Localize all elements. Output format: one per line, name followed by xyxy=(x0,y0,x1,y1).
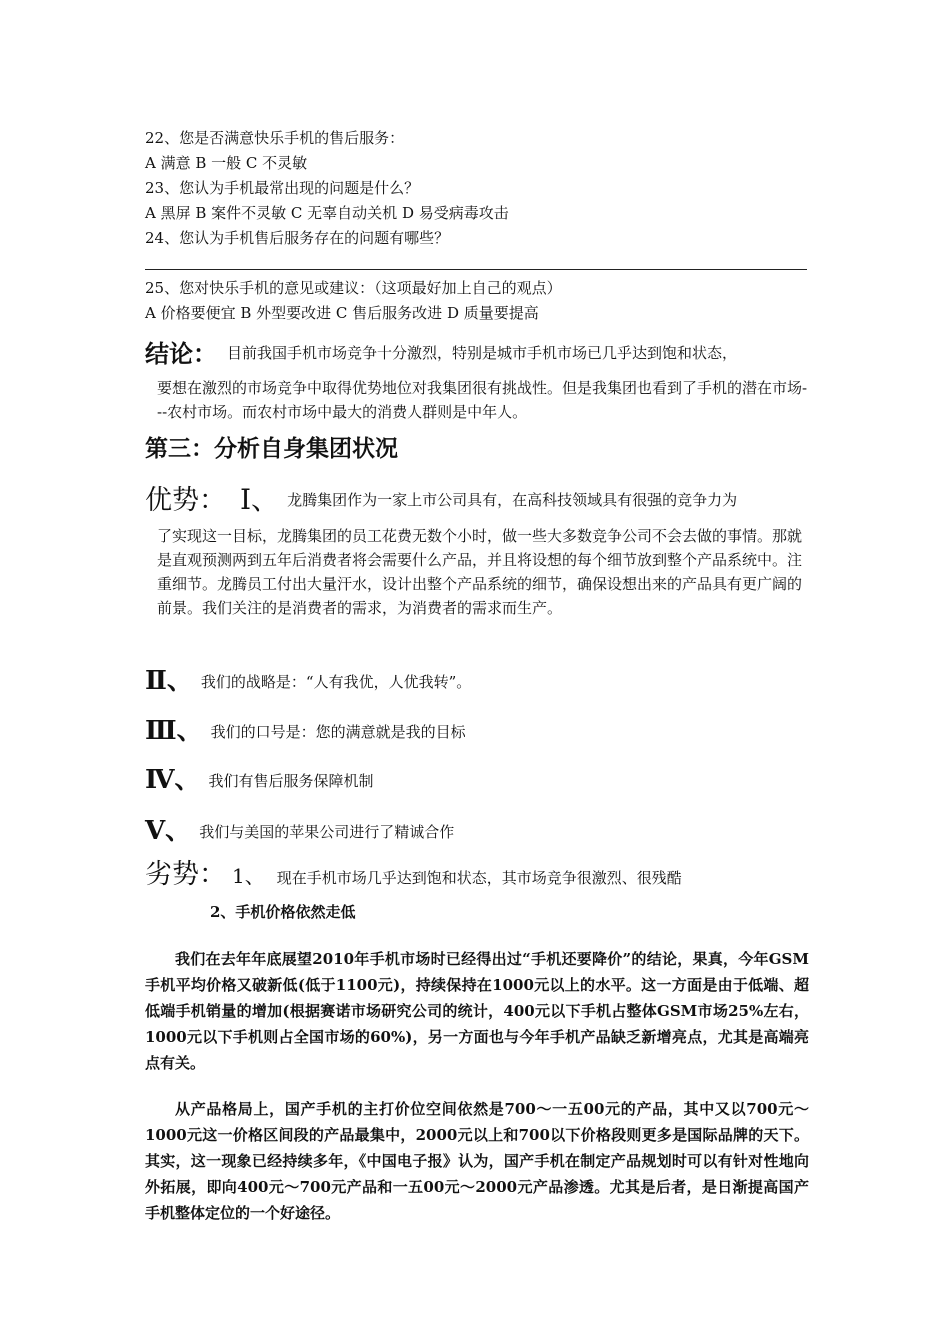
advantage-number: Ⅲ、 xyxy=(145,716,203,746)
advantage-text: 我们的战略是：“人有我优，人优我转”。 xyxy=(200,673,472,691)
advantage-text: 我们的口号是：您的满意就是我的目标 xyxy=(210,723,466,741)
conclusion-body: 要想在激烈的市场竞争中取得优势地位对我集团很有挑战性。但是我集团也看到了手机的潜在市场---农村市场。而农村市场中最大的消费人群则是中年人。 xyxy=(157,379,808,421)
question-23: 23、您认为手机最常出现的问题是什么？ xyxy=(145,179,420,197)
advantage-1-body: 了实现这一目标，龙腾集团的员工花费无数个小时，做一些大多数竞争公司不会去做的事情。那就是直观预测两到五年后消费者将会需要什么产品，并且将设想的每个细节放到整个产品系统中。注重细节。龙腾员工付出大量汗水，设计出整个产品系统的细节，确保设想出来的产品具有更广阔的前景。我们关注的是消费者的需求，为消费者的需求而生产。 xyxy=(157,527,803,617)
conclusion-first-line: 目前我国手机市场竞争十分激烈，特别是城市手机市场已几乎达到饱和状态， xyxy=(227,344,738,362)
advantage-number: Ⅱ、 xyxy=(145,666,193,696)
question-22: 22、您是否满意快乐手机的售后服务： xyxy=(145,129,405,147)
section-title: 第三：分析自身集团状况 xyxy=(145,436,398,462)
question-25-options: A 价格要便宜 B 外型要改进 C 售后服务改进 D 质量要提高 xyxy=(145,304,539,322)
question-24: 24、您认为手机售后服务存在的问题有哪些？ xyxy=(145,229,450,247)
question-22-options: A 满意 B 一般 C 不灵敏 xyxy=(145,154,308,172)
disadvantage-1-number: 1、 xyxy=(232,864,265,888)
disadvantages-heading xyxy=(145,857,682,896)
answer-line xyxy=(145,269,807,270)
paragraph-1: 我们在去年年底展望2010年手机市场时已经得出过“手机还要降价”的结论，果真，今年GSM手机平均价格又破新低(低于1100元)，持续保持在1000元以上的水平。这一方面是由于低端、超低端手机销量的增加(根据赛诺市场研究公司的统计，400元以下手机占整体GSM市场25%左右，1000元以下手机则占全国市场的60%)，另一方面也与今年手机产品缺乏新增亮点，尤其是高端亮点有关。 xyxy=(145,950,809,1072)
advantage-1-first-line: 龙腾集团作为一家上市公司具有，在高科技领域具有很强的竞争力为 xyxy=(287,491,738,509)
conclusion-label: 结论： xyxy=(145,340,217,368)
disadvantage-1-text: 现在手机市场几乎达到饱和状态，其市场竞争很激烈、很残酷 xyxy=(276,869,682,887)
disadvantage-2-text: 2、手机价格依然走低 xyxy=(210,903,356,921)
question-23-options: A 黑屏 B 案件不灵敏 C 无辜自动关机 D 易受病毒攻击 xyxy=(145,204,509,222)
disadvantages-label: 劣势： xyxy=(145,859,226,890)
conclusion-heading xyxy=(145,338,737,369)
advantages-heading xyxy=(145,480,737,524)
advantage-item xyxy=(145,660,471,697)
advantage-text: 我们与美国的苹果公司进行了精诚合作 xyxy=(199,823,455,841)
paragraph-2: 从产品格局上，国产手机的主打价位空间依然是700～一五00元的产品，其中又以700元～1000元这一价格区间段的产品最集中，2000元以上和700以下价格段则更多是国际品牌的天下。其实，这一现象已经持续多年，《中国电子报》认为，国产手机在制定产品规划时可以有针对性地向外拓展，即向400元～700元产品和一五00元～2000元产品渗透。尤其是后者，是日渐提高国产手机整体定位的一个好途径。 xyxy=(145,1100,809,1222)
question-25: 25、您对快乐手机的意见或建议：（这项最好加上自己的观点） xyxy=(145,279,562,297)
advantage-item xyxy=(145,810,454,847)
advantage-item xyxy=(145,759,374,796)
advantage-item xyxy=(145,710,466,747)
advantages-label: 优势： xyxy=(145,485,226,516)
advantage-number: Ⅴ、 xyxy=(145,816,192,846)
advantage-1-number: Ⅰ、 xyxy=(240,483,280,516)
advantage-text: 我们有售后服务保障机制 xyxy=(208,772,374,790)
advantage-number: Ⅳ、 xyxy=(145,765,201,795)
